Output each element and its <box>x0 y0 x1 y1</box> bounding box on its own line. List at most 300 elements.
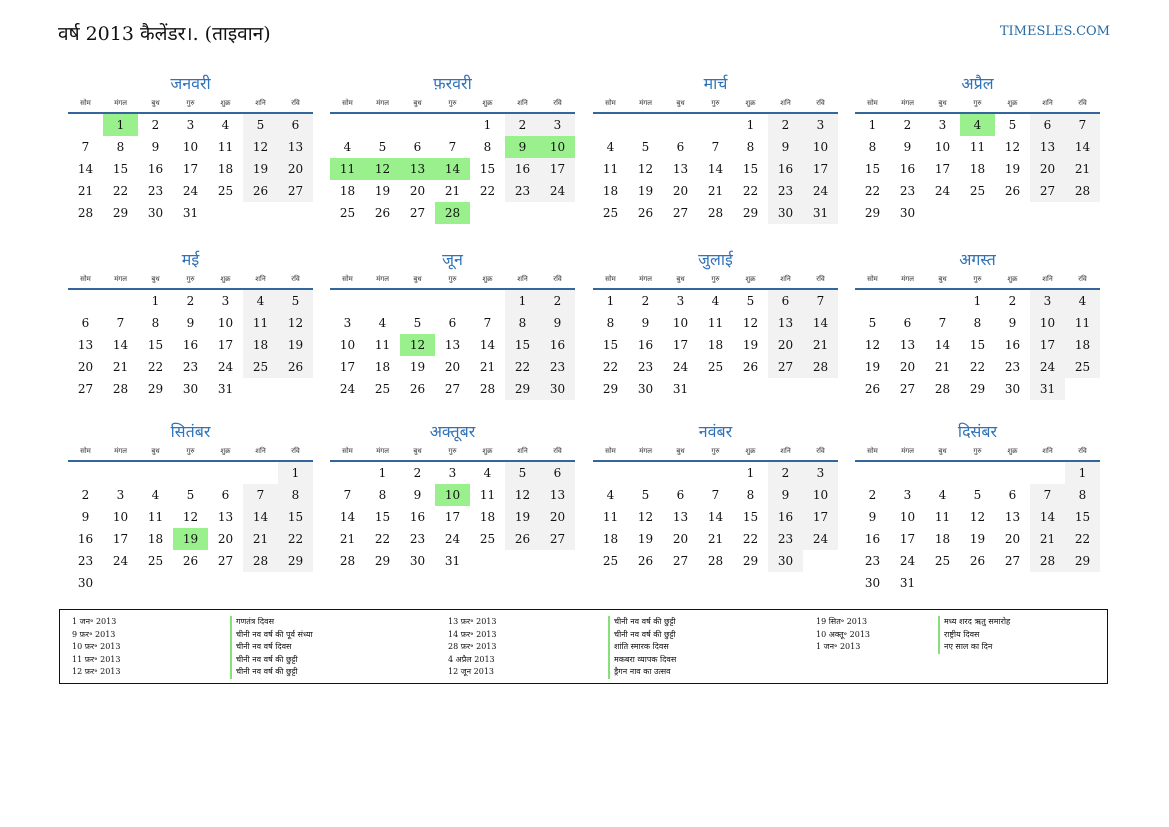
day-cell[interactable]: 3 <box>1030 290 1065 312</box>
day-cell[interactable]: 31 <box>217 382 234 396</box>
day-cell[interactable]: 29 <box>112 206 129 220</box>
day-cell[interactable]: 1 <box>606 294 615 308</box>
day-cell[interactable]: 6 <box>448 316 457 330</box>
holiday-day-cell[interactable]: 10 <box>540 136 575 158</box>
day-cell[interactable]: 15 <box>374 510 391 524</box>
day-cell[interactable]: 6 <box>540 462 575 484</box>
day-cell[interactable]: 15 <box>742 510 759 524</box>
day-cell[interactable]: 18 <box>479 510 496 524</box>
day-cell[interactable]: 25 <box>969 184 986 198</box>
day-cell[interactable]: 14 <box>707 162 724 176</box>
day-cell[interactable]: 20 <box>899 360 916 374</box>
day-cell[interactable]: 17 <box>444 510 461 524</box>
day-cell[interactable]: 24 <box>934 184 951 198</box>
day-cell[interactable]: 24 <box>672 360 689 374</box>
day-cell[interactable]: 18 <box>217 162 234 176</box>
day-cell[interactable]: 28 <box>1065 180 1100 202</box>
day-cell[interactable]: 30 <box>182 382 199 396</box>
day-cell[interactable]: 2 <box>641 294 650 308</box>
day-cell[interactable]: 24 <box>182 184 199 198</box>
day-cell[interactable]: 16 <box>864 532 881 546</box>
day-cell[interactable]: 10 <box>112 510 129 524</box>
day-cell[interactable]: 9 <box>768 136 803 158</box>
day-cell[interactable]: 21 <box>803 334 838 356</box>
day-cell[interactable]: 4 <box>938 488 947 502</box>
day-cell[interactable]: 13 <box>672 510 689 524</box>
day-cell[interactable]: 17 <box>803 506 838 528</box>
day-cell[interactable]: 5 <box>641 140 650 154</box>
day-cell[interactable]: 17 <box>672 338 689 352</box>
day-cell[interactable]: 7 <box>81 140 90 154</box>
day-cell[interactable]: 10 <box>182 140 199 154</box>
day-cell[interactable]: 23 <box>182 360 199 374</box>
day-cell[interactable]: 7 <box>938 316 947 330</box>
day-cell[interactable]: 28 <box>112 382 129 396</box>
day-cell[interactable]: 6 <box>903 316 912 330</box>
day-cell[interactable]: 7 <box>448 140 457 154</box>
day-cell[interactable]: 14 <box>77 162 94 176</box>
day-cell[interactable]: 27 <box>899 382 916 396</box>
day-cell[interactable]: 5 <box>505 462 540 484</box>
day-cell[interactable]: 2 <box>768 114 803 136</box>
day-cell[interactable]: 27 <box>768 356 803 378</box>
day-cell[interactable]: 16 <box>899 162 916 176</box>
day-cell[interactable]: 14 <box>707 510 724 524</box>
day-cell[interactable]: 17 <box>934 162 951 176</box>
day-cell[interactable]: 5 <box>413 316 422 330</box>
day-cell[interactable]: 30 <box>899 206 916 220</box>
day-cell[interactable]: 5 <box>378 140 387 154</box>
day-cell[interactable]: 12 <box>969 510 986 524</box>
day-cell[interactable]: 21 <box>339 532 356 546</box>
day-cell[interactable]: 27 <box>672 554 689 568</box>
day-cell[interactable]: 24 <box>899 554 916 568</box>
day-cell[interactable]: 1 <box>746 118 755 132</box>
day-cell[interactable]: 28 <box>479 382 496 396</box>
day-cell[interactable]: 2 <box>81 488 90 502</box>
day-cell[interactable]: 18 <box>969 162 986 176</box>
day-cell[interactable]: 20 <box>768 334 803 356</box>
day-cell[interactable]: 17 <box>182 162 199 176</box>
day-cell[interactable]: 7 <box>1030 484 1065 506</box>
day-cell[interactable]: 15 <box>278 506 313 528</box>
day-cell[interactable]: 29 <box>1065 550 1100 572</box>
day-cell[interactable]: 22 <box>505 356 540 378</box>
day-cell[interactable]: 8 <box>278 484 313 506</box>
day-cell[interactable]: 19 <box>637 184 654 198</box>
day-cell[interactable]: 28 <box>243 550 278 572</box>
day-cell[interactable]: 13 <box>1030 136 1065 158</box>
day-cell[interactable]: 18 <box>602 184 619 198</box>
day-cell[interactable]: 5 <box>1008 118 1017 132</box>
day-cell[interactable]: 30 <box>768 550 803 572</box>
day-cell[interactable]: 18 <box>934 532 951 546</box>
day-cell[interactable]: 1 <box>278 462 313 484</box>
day-cell[interactable]: 20 <box>444 360 461 374</box>
day-cell[interactable]: 12 <box>637 162 654 176</box>
day-cell[interactable]: 10 <box>934 140 951 154</box>
day-cell[interactable]: 21 <box>707 532 724 546</box>
day-cell[interactable]: 15 <box>742 162 759 176</box>
day-cell[interactable]: 1 <box>1065 462 1100 484</box>
day-cell[interactable]: 23 <box>409 532 426 546</box>
day-cell[interactable]: 4 <box>606 140 615 154</box>
day-cell[interactable]: 23 <box>1004 360 1021 374</box>
holiday-day-cell[interactable]: 14 <box>435 158 470 180</box>
day-cell[interactable]: 14 <box>339 510 356 524</box>
site-link[interactable]: TIMESLES.COM <box>999 24 1110 39</box>
day-cell[interactable]: 9 <box>768 484 803 506</box>
day-cell[interactable]: 24 <box>803 180 838 202</box>
day-cell[interactable]: 18 <box>602 532 619 546</box>
day-cell[interactable]: 13 <box>768 312 803 334</box>
day-cell[interactable]: 31 <box>1030 378 1065 400</box>
day-cell[interactable]: 31 <box>672 382 689 396</box>
day-cell[interactable]: 16 <box>768 158 803 180</box>
day-cell[interactable]: 16 <box>637 338 654 352</box>
day-cell[interactable]: 22 <box>742 184 759 198</box>
day-cell[interactable]: 13 <box>899 338 916 352</box>
day-cell[interactable]: 19 <box>1004 162 1021 176</box>
day-cell[interactable]: 13 <box>278 136 313 158</box>
day-cell[interactable]: 31 <box>803 202 838 224</box>
day-cell[interactable]: 24 <box>803 528 838 550</box>
day-cell[interactable]: 25 <box>602 206 619 220</box>
day-cell[interactable]: 18 <box>147 532 164 546</box>
day-cell[interactable]: 2 <box>186 294 195 308</box>
day-cell[interactable]: 10 <box>899 510 916 524</box>
day-cell[interactable]: 25 <box>374 382 391 396</box>
day-cell[interactable]: 5 <box>243 114 278 136</box>
day-cell[interactable]: 10 <box>803 136 838 158</box>
day-cell[interactable]: 23 <box>768 180 803 202</box>
day-cell[interactable]: 12 <box>182 510 199 524</box>
day-cell[interactable]: 13 <box>77 338 94 352</box>
day-cell[interactable]: 1 <box>746 466 755 480</box>
day-cell[interactable]: 5 <box>973 488 982 502</box>
day-cell[interactable]: 29 <box>864 206 881 220</box>
day-cell[interactable]: 7 <box>483 316 492 330</box>
day-cell[interactable]: 27 <box>278 180 313 202</box>
day-cell[interactable]: 11 <box>969 140 986 154</box>
day-cell[interactable]: 8 <box>606 316 615 330</box>
day-cell[interactable]: 26 <box>374 206 391 220</box>
day-cell[interactable]: 12 <box>864 338 881 352</box>
day-cell[interactable]: 11 <box>374 338 391 352</box>
day-cell[interactable]: 26 <box>505 528 540 550</box>
day-cell[interactable]: 11 <box>479 488 496 502</box>
day-cell[interactable]: 8 <box>505 312 540 334</box>
day-cell[interactable]: 14 <box>934 338 951 352</box>
day-cell[interactable]: 6 <box>221 488 230 502</box>
day-cell[interactable]: 4 <box>151 488 160 502</box>
day-cell[interactable]: 15 <box>112 162 129 176</box>
day-cell[interactable]: 26 <box>278 356 313 378</box>
day-cell[interactable]: 3 <box>448 466 457 480</box>
day-cell[interactable]: 16 <box>409 510 426 524</box>
day-cell[interactable]: 3 <box>803 114 838 136</box>
day-cell[interactable]: 2 <box>1008 294 1017 308</box>
day-cell[interactable]: 20 <box>1004 532 1021 546</box>
day-cell[interactable]: 20 <box>217 532 234 546</box>
day-cell[interactable]: 13 <box>672 162 689 176</box>
day-cell[interactable]: 10 <box>339 338 356 352</box>
day-cell[interactable]: 28 <box>339 554 356 568</box>
holiday-day-cell[interactable]: 11 <box>330 158 365 180</box>
day-cell[interactable]: 28 <box>707 554 724 568</box>
day-cell[interactable]: 28 <box>803 356 838 378</box>
day-cell[interactable]: 3 <box>343 316 352 330</box>
day-cell[interactable]: 23 <box>899 184 916 198</box>
day-cell[interactable]: 25 <box>339 206 356 220</box>
day-cell[interactable]: 18 <box>243 334 278 356</box>
day-cell[interactable]: 12 <box>243 136 278 158</box>
day-cell[interactable]: 30 <box>540 378 575 400</box>
day-cell[interactable]: 6 <box>1030 114 1065 136</box>
day-cell[interactable]: 14 <box>479 338 496 352</box>
day-cell[interactable]: 29 <box>969 382 986 396</box>
day-cell[interactable]: 20 <box>77 360 94 374</box>
day-cell[interactable]: 17 <box>1030 334 1065 356</box>
day-cell[interactable]: 26 <box>864 382 881 396</box>
holiday-day-cell[interactable]: 12 <box>365 158 400 180</box>
day-cell[interactable]: 19 <box>742 338 759 352</box>
day-cell[interactable]: 11 <box>147 510 164 524</box>
day-cell[interactable]: 18 <box>1065 334 1100 356</box>
day-cell[interactable]: 27 <box>1004 554 1021 568</box>
day-cell[interactable]: 8 <box>151 316 160 330</box>
day-cell[interactable]: 20 <box>672 184 689 198</box>
day-cell[interactable]: 27 <box>217 554 234 568</box>
day-cell[interactable]: 16 <box>147 162 164 176</box>
day-cell[interactable]: 8 <box>378 488 387 502</box>
day-cell[interactable]: 30 <box>768 202 803 224</box>
day-cell[interactable]: 20 <box>1030 158 1065 180</box>
day-cell[interactable]: 9 <box>81 510 90 524</box>
day-cell[interactable]: 23 <box>147 184 164 198</box>
day-cell[interactable]: 25 <box>1065 356 1100 378</box>
day-cell[interactable]: 8 <box>973 316 982 330</box>
day-cell[interactable]: 20 <box>409 184 426 198</box>
day-cell[interactable]: 25 <box>217 184 234 198</box>
day-cell[interactable]: 19 <box>637 532 654 546</box>
day-cell[interactable]: 25 <box>243 356 278 378</box>
day-cell[interactable]: 27 <box>77 382 94 396</box>
day-cell[interactable]: 15 <box>479 162 496 176</box>
day-cell[interactable]: 8 <box>746 140 755 154</box>
day-cell[interactable]: 2 <box>868 488 877 502</box>
day-cell[interactable]: 26 <box>182 554 199 568</box>
day-cell[interactable]: 22 <box>278 528 313 550</box>
day-cell[interactable]: 14 <box>1030 506 1065 528</box>
day-cell[interactable]: 25 <box>707 360 724 374</box>
day-cell[interactable]: 30 <box>409 554 426 568</box>
holiday-day-cell[interactable]: 13 <box>400 158 435 180</box>
day-cell[interactable]: 29 <box>602 382 619 396</box>
day-cell[interactable]: 30 <box>147 206 164 220</box>
day-cell[interactable]: 17 <box>540 158 575 180</box>
day-cell[interactable]: 26 <box>1004 184 1021 198</box>
day-cell[interactable]: 16 <box>540 334 575 356</box>
day-cell[interactable]: 13 <box>540 484 575 506</box>
day-cell[interactable]: 30 <box>637 382 654 396</box>
day-cell[interactable]: 1 <box>868 118 877 132</box>
day-cell[interactable]: 23 <box>505 180 540 202</box>
day-cell[interactable]: 17 <box>217 338 234 352</box>
day-cell[interactable]: 19 <box>374 184 391 198</box>
day-cell[interactable]: 16 <box>182 338 199 352</box>
day-cell[interactable]: 8 <box>746 488 755 502</box>
day-cell[interactable]: 16 <box>1004 338 1021 352</box>
day-cell[interactable]: 21 <box>1065 158 1100 180</box>
day-cell[interactable]: 3 <box>540 114 575 136</box>
day-cell[interactable]: 2 <box>903 118 912 132</box>
day-cell[interactable]: 8 <box>483 140 492 154</box>
day-cell[interactable]: 24 <box>540 180 575 202</box>
day-cell[interactable]: 14 <box>243 506 278 528</box>
day-cell[interactable]: 6 <box>278 114 313 136</box>
day-cell[interactable]: 24 <box>217 360 234 374</box>
day-cell[interactable]: 21 <box>479 360 496 374</box>
day-cell[interactable]: 22 <box>374 532 391 546</box>
day-cell[interactable]: 18 <box>339 184 356 198</box>
day-cell[interactable]: 10 <box>672 316 689 330</box>
day-cell[interactable]: 22 <box>1065 528 1100 550</box>
day-cell[interactable]: 27 <box>540 528 575 550</box>
day-cell[interactable]: 25 <box>602 554 619 568</box>
day-cell[interactable]: 11 <box>707 316 724 330</box>
day-cell[interactable]: 14 <box>803 312 838 334</box>
day-cell[interactable]: 1 <box>151 294 160 308</box>
day-cell[interactable]: 25 <box>934 554 951 568</box>
day-cell[interactable]: 28 <box>1030 550 1065 572</box>
day-cell[interactable]: 18 <box>707 338 724 352</box>
day-cell[interactable]: 8 <box>1065 484 1100 506</box>
holiday-day-cell[interactable]: 10 <box>435 484 470 506</box>
day-cell[interactable]: 29 <box>147 382 164 396</box>
day-cell[interactable]: 21 <box>112 360 129 374</box>
holiday-day-cell[interactable]: 1 <box>103 114 138 136</box>
day-cell[interactable]: 21 <box>934 360 951 374</box>
day-cell[interactable]: 4 <box>221 118 230 132</box>
day-cell[interactable]: 4 <box>711 294 720 308</box>
day-cell[interactable]: 7 <box>116 316 125 330</box>
day-cell[interactable]: 7 <box>711 140 720 154</box>
day-cell[interactable]: 21 <box>243 528 278 550</box>
day-cell[interactable]: 10 <box>1030 312 1065 334</box>
day-cell[interactable]: 17 <box>339 360 356 374</box>
day-cell[interactable]: 9 <box>151 140 160 154</box>
day-cell[interactable]: 22 <box>969 360 986 374</box>
day-cell[interactable]: 9 <box>641 316 650 330</box>
day-cell[interactable]: 1 <box>378 466 387 480</box>
holiday-day-cell[interactable]: 12 <box>400 334 435 356</box>
day-cell[interactable]: 22 <box>479 184 496 198</box>
day-cell[interactable]: 25 <box>147 554 164 568</box>
day-cell[interactable]: 19 <box>278 334 313 356</box>
day-cell[interactable]: 9 <box>413 488 422 502</box>
day-cell[interactable]: 5 <box>868 316 877 330</box>
day-cell[interactable]: 16 <box>77 532 94 546</box>
day-cell[interactable]: 27 <box>409 206 426 220</box>
day-cell[interactable]: 11 <box>1065 312 1100 334</box>
day-cell[interactable]: 9 <box>903 140 912 154</box>
day-cell[interactable]: 16 <box>768 506 803 528</box>
day-cell[interactable]: 3 <box>803 462 838 484</box>
day-cell[interactable]: 31 <box>899 576 916 590</box>
day-cell[interactable]: 3 <box>116 488 125 502</box>
day-cell[interactable]: 26 <box>243 180 278 202</box>
day-cell[interactable]: 26 <box>409 382 426 396</box>
day-cell[interactable]: 7 <box>343 488 352 502</box>
day-cell[interactable]: 2 <box>413 466 422 480</box>
day-cell[interactable]: 12 <box>637 510 654 524</box>
day-cell[interactable]: 26 <box>637 206 654 220</box>
day-cell[interactable]: 7 <box>711 488 720 502</box>
day-cell[interactable]: 11 <box>934 510 951 524</box>
day-cell[interactable]: 9 <box>1008 316 1017 330</box>
day-cell[interactable]: 2 <box>540 290 575 312</box>
day-cell[interactable]: 30 <box>864 576 881 590</box>
day-cell[interactable]: 22 <box>742 532 759 546</box>
day-cell[interactable]: 4 <box>483 466 492 480</box>
day-cell[interactable]: 17 <box>803 158 838 180</box>
day-cell[interactable]: 15 <box>969 338 986 352</box>
day-cell[interactable]: 29 <box>505 378 540 400</box>
day-cell[interactable]: 26 <box>637 554 654 568</box>
day-cell[interactable]: 29 <box>742 554 759 568</box>
day-cell[interactable]: 29 <box>374 554 391 568</box>
day-cell[interactable]: 29 <box>742 206 759 220</box>
day-cell[interactable]: 14 <box>1065 136 1100 158</box>
day-cell[interactable]: 24 <box>1030 356 1065 378</box>
day-cell[interactable]: 3 <box>676 294 685 308</box>
day-cell[interactable]: 20 <box>278 158 313 180</box>
day-cell[interactable]: 24 <box>112 554 129 568</box>
day-cell[interactable]: 23 <box>77 554 94 568</box>
day-cell[interactable]: 22 <box>864 184 881 198</box>
day-cell[interactable]: 23 <box>540 356 575 378</box>
day-cell[interactable]: 3 <box>221 294 230 308</box>
day-cell[interactable]: 18 <box>374 360 391 374</box>
holiday-day-cell[interactable]: 4 <box>960 114 995 136</box>
day-cell[interactable]: 3 <box>186 118 195 132</box>
day-cell[interactable]: 27 <box>1030 180 1065 202</box>
day-cell[interactable]: 31 <box>182 206 199 220</box>
day-cell[interactable]: 15 <box>505 334 540 356</box>
day-cell[interactable]: 7 <box>1065 114 1100 136</box>
day-cell[interactable]: 17 <box>112 532 129 546</box>
day-cell[interactable]: 11 <box>602 162 619 176</box>
holiday-day-cell[interactable]: 28 <box>435 202 470 224</box>
day-cell[interactable]: 13 <box>444 338 461 352</box>
day-cell[interactable]: 7 <box>243 484 278 506</box>
day-cell[interactable]: 19 <box>969 532 986 546</box>
day-cell[interactable]: 4 <box>1065 290 1100 312</box>
day-cell[interactable]: 11 <box>243 312 278 334</box>
day-cell[interactable]: 28 <box>707 206 724 220</box>
day-cell[interactable]: 24 <box>339 382 356 396</box>
day-cell[interactable]: 13 <box>217 510 234 524</box>
day-cell[interactable]: 5 <box>186 488 195 502</box>
day-cell[interactable]: 6 <box>81 316 90 330</box>
day-cell[interactable]: 21 <box>707 184 724 198</box>
day-cell[interactable]: 8 <box>116 140 125 154</box>
day-cell[interactable]: 15 <box>1065 506 1100 528</box>
day-cell[interactable]: 6 <box>676 140 685 154</box>
day-cell[interactable]: 6 <box>768 290 803 312</box>
day-cell[interactable]: 6 <box>676 488 685 502</box>
